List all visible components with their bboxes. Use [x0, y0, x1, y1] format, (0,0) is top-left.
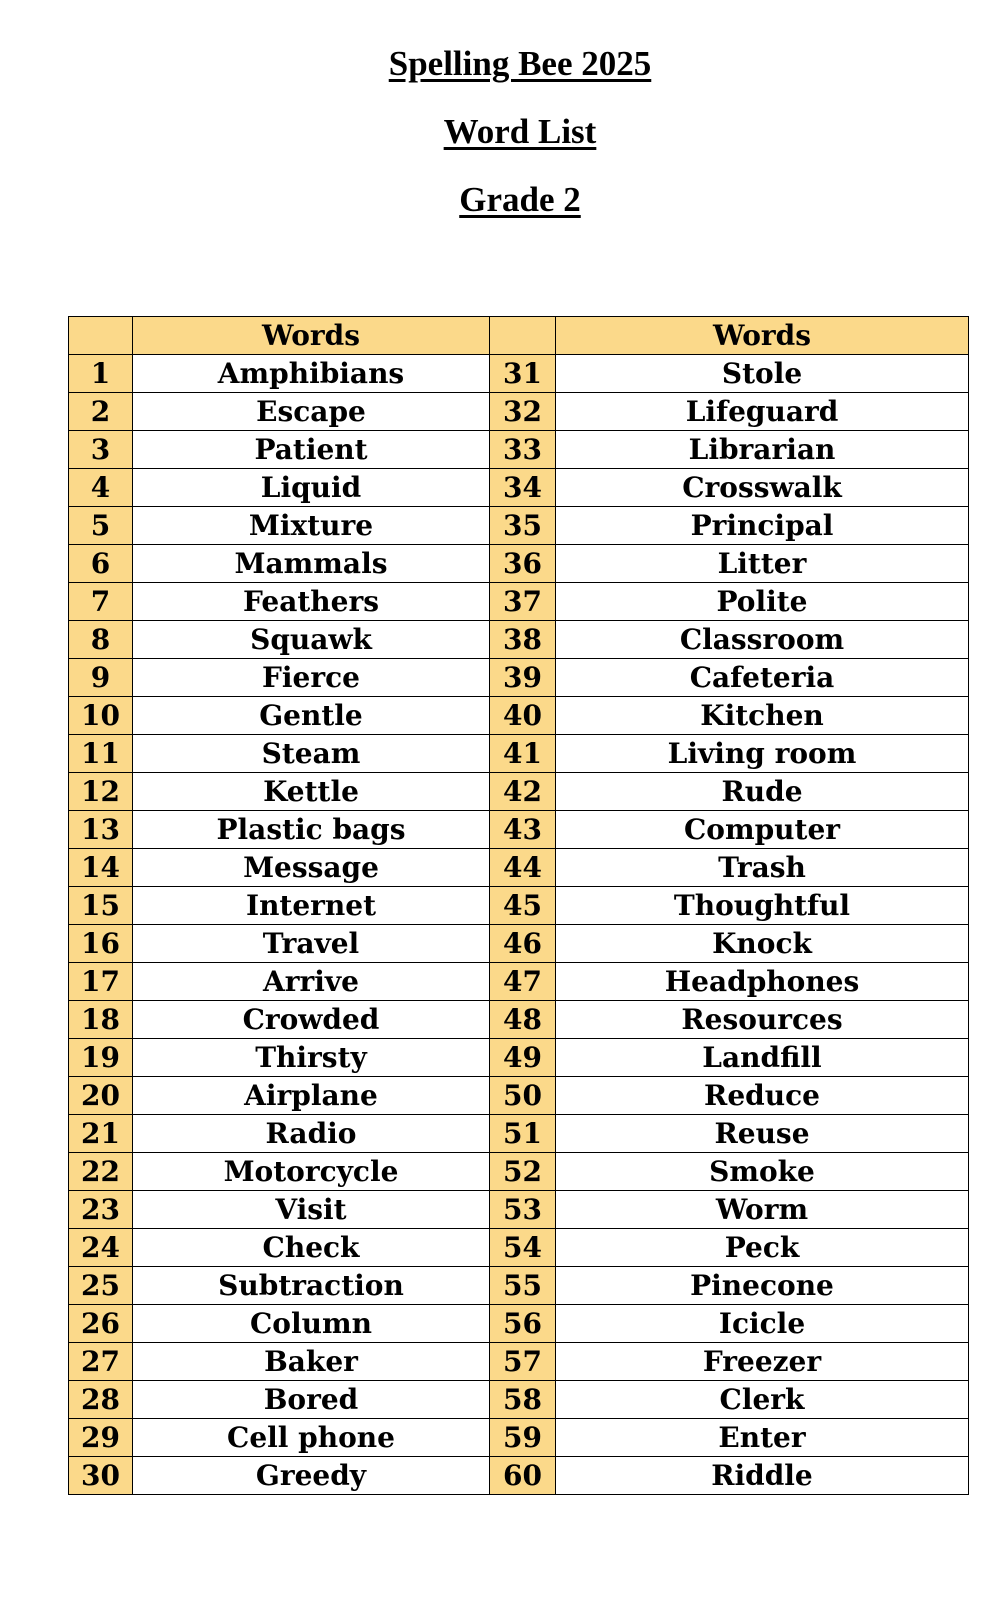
word-number: 27 — [69, 1343, 133, 1381]
word-entry: Radio — [133, 1115, 490, 1153]
word-entry: Librarian — [556, 431, 969, 469]
word-number: 3 — [69, 431, 133, 469]
word-entry: Gentle — [133, 697, 490, 735]
word-number: 59 — [490, 1419, 556, 1457]
word-number: 41 — [490, 735, 556, 773]
word-entry: Motorcycle — [133, 1153, 490, 1191]
word-entry: Crowded — [133, 1001, 490, 1039]
word-entry: Liquid — [133, 469, 490, 507]
word-entry: Greedy — [133, 1457, 490, 1495]
word-entry: Column — [133, 1305, 490, 1343]
table-row — [69, 393, 969, 431]
table-row — [69, 355, 969, 393]
word-entry: Reduce — [556, 1077, 969, 1115]
word-number: 13 — [69, 811, 133, 849]
word-number: 7 — [69, 583, 133, 621]
word-entry: Fierce — [133, 659, 490, 697]
word-entry: Message — [133, 849, 490, 887]
word-number: 50 — [490, 1077, 556, 1115]
table-row — [69, 849, 969, 887]
word-number: 55 — [490, 1267, 556, 1305]
word-entry: Rude — [556, 773, 969, 811]
word-number: 30 — [69, 1457, 133, 1495]
word-entry: Plastic bags — [133, 811, 490, 849]
word-number: 60 — [490, 1457, 556, 1495]
grade-label: Grade 2 — [459, 180, 581, 219]
table-row — [69, 621, 969, 659]
word-number: 34 — [490, 469, 556, 507]
word-entry: Polite — [556, 583, 969, 621]
word-number: 8 — [69, 621, 133, 659]
word-number: 12 — [69, 773, 133, 811]
word-number: 37 — [490, 583, 556, 621]
word-entry: Riddle — [556, 1457, 969, 1495]
word-entry: Landfill — [556, 1039, 969, 1077]
word-number: 36 — [490, 545, 556, 583]
table-row — [69, 1381, 969, 1419]
table-row — [69, 1267, 969, 1305]
table-row — [69, 1419, 969, 1457]
table-row — [69, 1077, 969, 1115]
word-number: 15 — [69, 887, 133, 925]
word-number: 5 — [69, 507, 133, 545]
word-number: 49 — [490, 1039, 556, 1077]
word-entry: Reuse — [556, 1115, 969, 1153]
word-entry: Principal — [556, 507, 969, 545]
word-number: 18 — [69, 1001, 133, 1039]
word-entry: Lifeguard — [556, 393, 969, 431]
words-column-header: Words — [556, 317, 969, 355]
number-column-header — [69, 317, 133, 355]
word-number: 17 — [69, 963, 133, 1001]
word-entry: Freezer — [556, 1343, 969, 1381]
table-row — [69, 1229, 969, 1267]
word-entry: Steam — [133, 735, 490, 773]
word-entry: Enter — [556, 1419, 969, 1457]
word-number: 57 — [490, 1343, 556, 1381]
word-number: 51 — [490, 1115, 556, 1153]
word-entry: Subtraction — [133, 1267, 490, 1305]
word-list-body — [69, 355, 969, 1495]
word-entry: Worm — [556, 1191, 969, 1229]
word-entry: Travel — [133, 925, 490, 963]
word-number: 16 — [69, 925, 133, 963]
word-number: 35 — [490, 507, 556, 545]
word-entry: Headphones — [556, 963, 969, 1001]
word-entry: Resources — [556, 1001, 969, 1039]
word-entry: Trash — [556, 849, 969, 887]
word-number: 46 — [490, 925, 556, 963]
word-number: 22 — [69, 1153, 133, 1191]
word-entry: Mammals — [133, 545, 490, 583]
word-entry: Cell phone — [133, 1419, 490, 1457]
word-entry: Patient — [133, 431, 490, 469]
word-number: 38 — [490, 621, 556, 659]
table-row — [69, 431, 969, 469]
word-number: 40 — [490, 697, 556, 735]
table-row — [69, 963, 969, 1001]
word-number: 1 — [69, 355, 133, 393]
word-number: 52 — [490, 1153, 556, 1191]
word-number: 58 — [490, 1381, 556, 1419]
table-header-row — [69, 317, 969, 355]
word-number: 48 — [490, 1001, 556, 1039]
word-number: 45 — [490, 887, 556, 925]
table-row — [69, 811, 969, 849]
table-row — [69, 659, 969, 697]
word-number: 11 — [69, 735, 133, 773]
word-entry: Bored — [133, 1381, 490, 1419]
table-row — [69, 1343, 969, 1381]
table-row — [69, 1001, 969, 1039]
word-number: 19 — [69, 1039, 133, 1077]
word-entry: Arrive — [133, 963, 490, 1001]
word-number: 43 — [490, 811, 556, 849]
word-number: 6 — [69, 545, 133, 583]
word-number: 4 — [69, 469, 133, 507]
document-subtitle: Word List — [443, 112, 597, 151]
table-row — [69, 697, 969, 735]
word-number: 28 — [69, 1381, 133, 1419]
word-entry: Kettle — [133, 773, 490, 811]
word-number: 32 — [490, 393, 556, 431]
table-row — [69, 583, 969, 621]
word-number: 23 — [69, 1191, 133, 1229]
table-row — [69, 545, 969, 583]
word-entry: Classroom — [556, 621, 969, 659]
word-entry: Squawk — [133, 621, 490, 659]
word-entry: Escape — [133, 393, 490, 431]
word-entry: Airplane — [133, 1077, 490, 1115]
table-row — [69, 887, 969, 925]
table-row — [69, 1305, 969, 1343]
word-number: 25 — [69, 1267, 133, 1305]
table-row — [69, 1115, 969, 1153]
word-number: 39 — [490, 659, 556, 697]
table-row — [69, 735, 969, 773]
word-entry: Check — [133, 1229, 490, 1267]
word-number: 9 — [69, 659, 133, 697]
word-number: 10 — [69, 697, 133, 735]
word-entry: Amphibians — [133, 355, 490, 393]
word-entry: Baker — [133, 1343, 490, 1381]
word-entry: Kitchen — [556, 697, 969, 735]
word-entry: Clerk — [556, 1381, 969, 1419]
word-number: 47 — [490, 963, 556, 1001]
word-entry: Litter — [556, 545, 969, 583]
word-number: 24 — [69, 1229, 133, 1267]
number-column-header — [490, 317, 556, 355]
word-number: 2 — [69, 393, 133, 431]
word-entry: Thoughtful — [556, 887, 969, 925]
word-entry: Mixture — [133, 507, 490, 545]
table-row — [69, 1191, 969, 1229]
word-number: 14 — [69, 849, 133, 887]
word-number: 21 — [69, 1115, 133, 1153]
table-row — [69, 1039, 969, 1077]
table-row — [69, 773, 969, 811]
table-row — [69, 1153, 969, 1191]
word-number: 44 — [490, 849, 556, 887]
word-number: 53 — [490, 1191, 556, 1229]
word-entry: Smoke — [556, 1153, 969, 1191]
word-list-table — [68, 316, 969, 1495]
word-number: 20 — [69, 1077, 133, 1115]
word-entry: Peck — [556, 1229, 969, 1267]
word-number: 26 — [69, 1305, 133, 1343]
table-row — [69, 1457, 969, 1495]
word-number: 56 — [490, 1305, 556, 1343]
word-entry: Living room — [556, 735, 969, 773]
document-title: Spelling Bee 2025 — [388, 44, 652, 83]
word-entry: Pinecone — [556, 1267, 969, 1305]
word-entry: Knock — [556, 925, 969, 963]
word-number: 29 — [69, 1419, 133, 1457]
word-entry: Crosswalk — [556, 469, 969, 507]
word-entry: Feathers — [133, 583, 490, 621]
word-entry: Computer — [556, 811, 969, 849]
word-entry: Internet — [133, 887, 490, 925]
word-entry: Stole — [556, 355, 969, 393]
words-column-header: Words — [133, 317, 490, 355]
table-row — [69, 469, 969, 507]
table-row — [69, 925, 969, 963]
table-row — [69, 507, 969, 545]
word-entry: Cafeteria — [556, 659, 969, 697]
word-entry: Thirsty — [133, 1039, 490, 1077]
word-number: 33 — [490, 431, 556, 469]
word-number: 42 — [490, 773, 556, 811]
word-entry: Visit — [133, 1191, 490, 1229]
word-number: 54 — [490, 1229, 556, 1267]
word-entry: Icicle — [556, 1305, 969, 1343]
word-number: 31 — [490, 355, 556, 393]
